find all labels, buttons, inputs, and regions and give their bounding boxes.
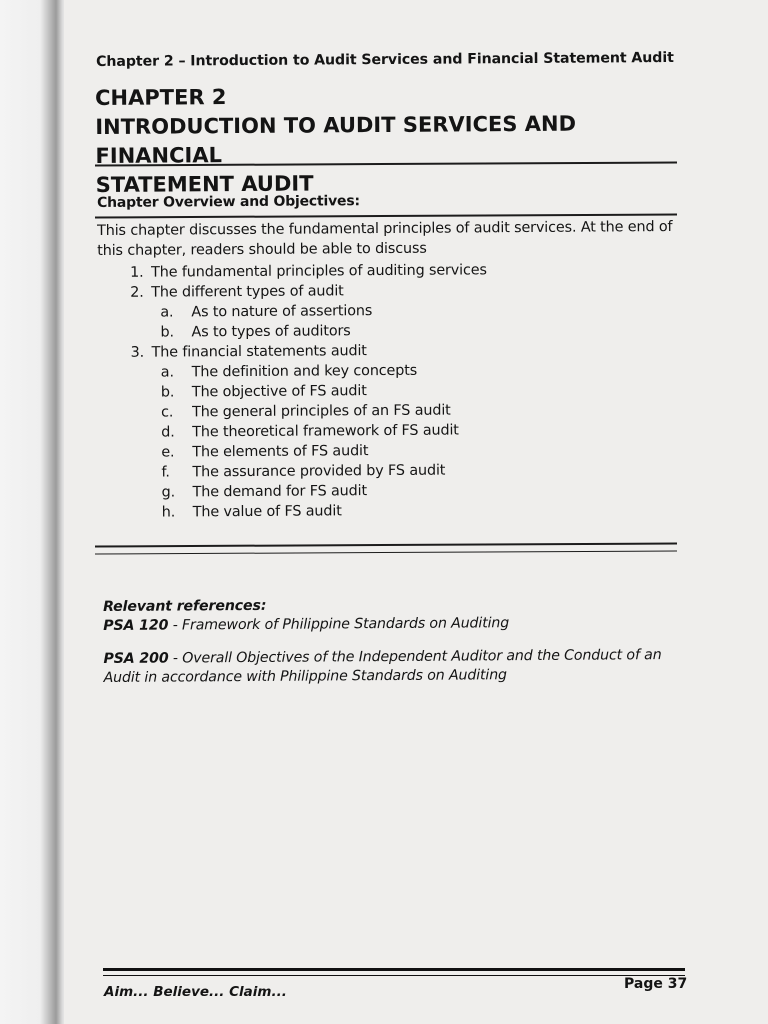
reference-text: - Framework of Philippine Standards on Auditing — [168, 615, 510, 634]
reference-psa-200-cont: Audit in accordance with Philippine Standards on Auditing — [103, 667, 507, 686]
chapter-title-line-1: INTRODUCTION TO AUDIT SERVICES AND FINANCIAL — [95, 111, 577, 168]
objective-text: As to nature of assertions — [191, 303, 373, 321]
objective-text: The general principles of an FS audit — [191, 402, 451, 421]
chapter-label: CHAPTER 2 — [95, 85, 227, 110]
intro-line-2: this chapter, readers should be able to discuss — [97, 240, 427, 259]
objective-text: The financial statements audit — [151, 343, 367, 361]
references-block — [103, 594, 684, 688]
item-number: 1. — [130, 264, 144, 281]
objectives-list — [97, 259, 659, 523]
subitem-letter: a. — [160, 364, 174, 381]
footer-tagline: Aim... Believe... Claim... — [104, 984, 287, 1000]
objective-text: The objective of FS audit — [191, 383, 367, 401]
objective-text: The elements of FS audit — [192, 443, 369, 461]
intro-line-1: This chapter discusses the fundamental principles of audit services. At the end of — [97, 218, 673, 239]
objective-text: As to types of auditors — [191, 323, 351, 341]
subitem-letter: g. — [161, 484, 176, 501]
intro-paragraph — [97, 217, 677, 261]
subitem-letter: c. — [160, 404, 174, 421]
subitem-letter: d. — [161, 424, 175, 441]
item-number: 2. — [130, 284, 144, 301]
subitem-letter: h. — [161, 504, 176, 521]
objective-text: The assurance provided by FS audit — [192, 462, 446, 481]
objective-text: The demand for FS audit — [192, 483, 368, 501]
running-header: Chapter 2 – Introduction to Audit Services and Financial Statement Audit — [96, 49, 674, 70]
chapter-title — [95, 80, 686, 200]
binding-shadow — [0, 0, 64, 1024]
objective-text: The value of FS audit — [192, 503, 342, 521]
subitem-letter: e. — [161, 444, 175, 461]
subitem-letter: f. — [161, 464, 170, 481]
objective-text: The fundamental principles of auditing services — [151, 262, 487, 281]
reference-text: - Overall Objectives of the Independent Auditor and the Conduct of an — [168, 647, 662, 667]
reference-code: PSA 120 — [103, 617, 169, 634]
item-number: 3. — [130, 344, 145, 361]
reference-psa-200 — [103, 646, 683, 669]
references-heading: Relevant references: — [103, 597, 267, 615]
objective-text: The different types of audit — [151, 283, 344, 301]
subitem-letter: a. — [160, 304, 174, 321]
footer-divider-thick — [103, 968, 685, 971]
subitem-letter: b. — [160, 384, 175, 401]
section-heading: Chapter Overview and Objectives: — [97, 193, 360, 211]
page-number: Page 37 — [624, 976, 688, 992]
objective-subitem — [99, 499, 659, 523]
objective-text: The theoretical framework of FS audit — [192, 422, 459, 441]
chapter-title-line-2: STATEMENT AUDIT — [95, 171, 314, 197]
reference-code: PSA 200 — [103, 650, 169, 667]
objective-text: The definition and key concepts — [191, 362, 418, 381]
footer-divider-thin — [103, 975, 685, 976]
subitem-letter: b. — [160, 324, 174, 341]
